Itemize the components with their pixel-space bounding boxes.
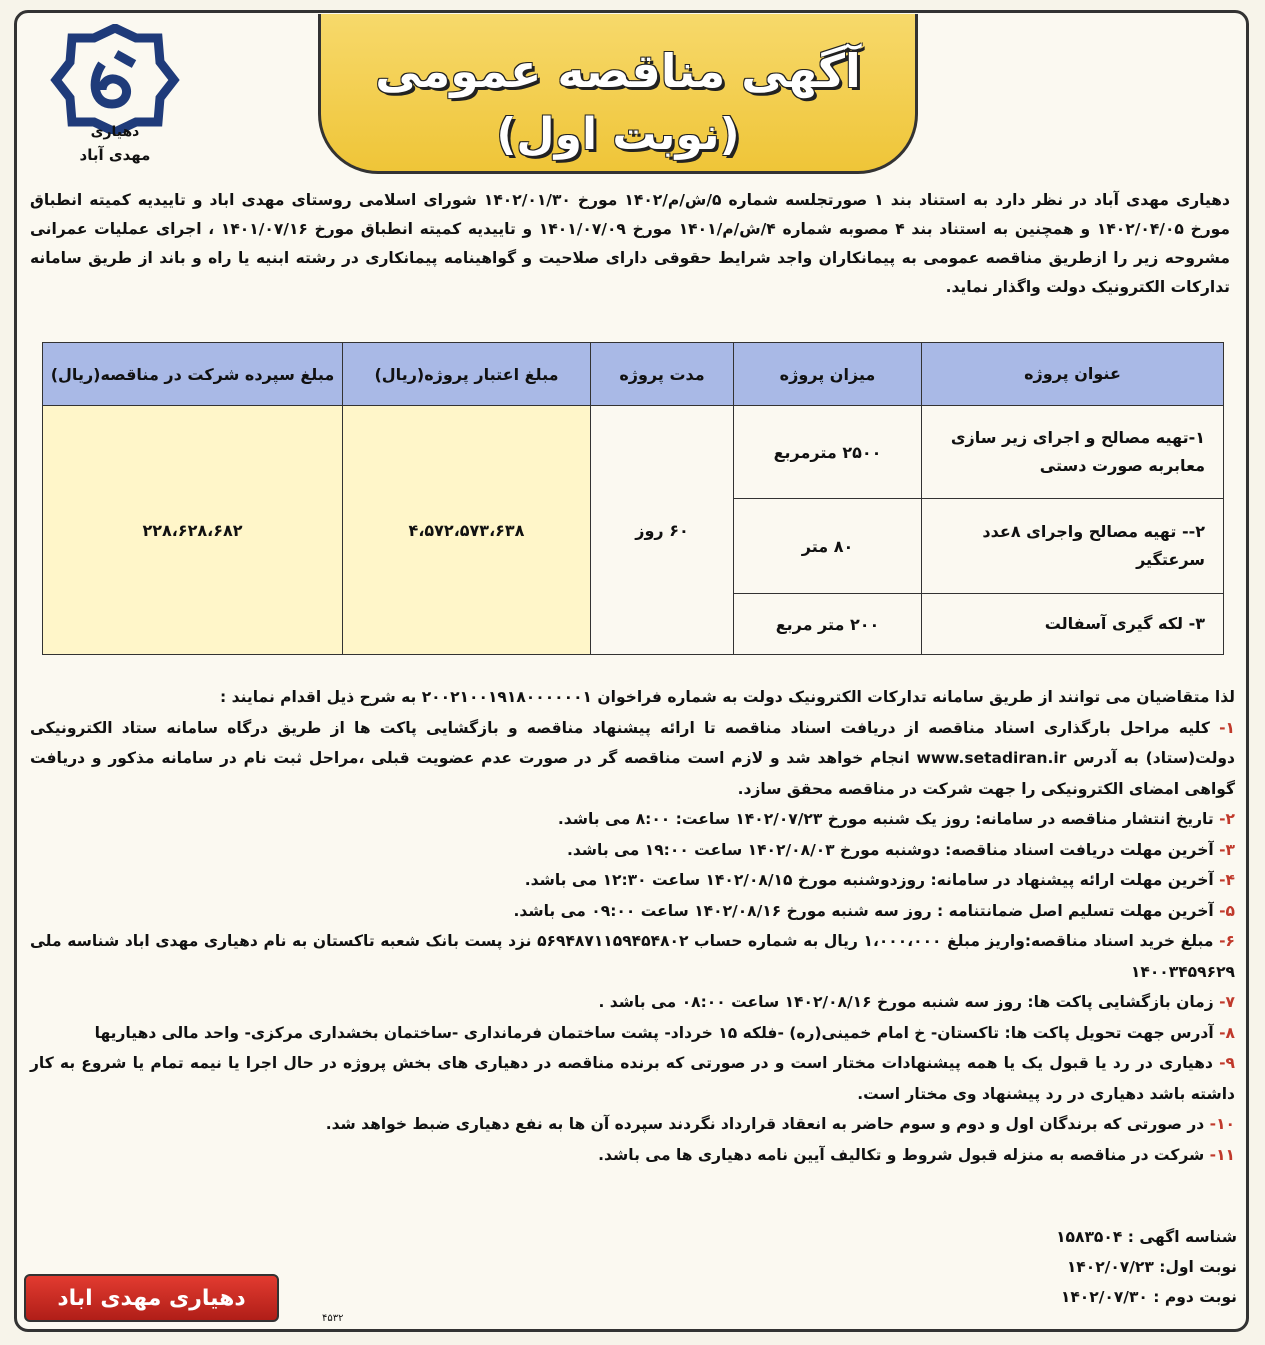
list-item: [30, 1140, 1235, 1171]
item-text: تاریخ انتشار مناقصه در سامانه: روز یک شنبه مورخ ۱۴۰۲/۰۷/۲۳ ساعت: ۸:۰۰ می باشد.: [557, 810, 1214, 828]
first-round-date: نوبت اول: ۱۴۰۲/۰۷/۲۳: [1066, 1258, 1237, 1276]
item-number: ۲-: [1219, 810, 1235, 828]
item-text: مبلغ خرید اسناد مناقصه:واریز مبلغ ۱،۰۰۰،۰۰۰ ریال به شماره حساب ۵۶۹۴۸۷۱۱۵۹۴۵۴۸۰۲ نزد پست بانک شعبه تاکستان به نام دهیاری مهدی اباد شناسه ملی ۱۴۰۰۳۴۵۹۶۲۹: [30, 932, 1235, 981]
list-item: [30, 987, 1235, 1018]
list-item: [30, 1018, 1235, 1049]
list-item: [30, 835, 1235, 866]
project-title: ۱-تهیه مصالح و اجرای زیر سازی معابربه صورت دستی: [922, 406, 1224, 499]
list-item: [30, 1109, 1235, 1140]
ad-id: شناسه اگهی : ۱۵۸۳۵۰۴: [1056, 1228, 1237, 1246]
list-item: [30, 804, 1235, 835]
header-credit: مبلغ اعتبار پروژه(ریال): [343, 343, 591, 406]
item-text: آدرس جهت تحویل پاکت ها: تاکستان- خ امام خمینی(ره) -فلکه ۱۵ خرداد- پشت ساختمان فرمانداری -ساختمان بخشداری مرکزی- واحد مالی دهیاریها: [94, 1023, 1214, 1042]
project-title: ۲-- تهیه مصالح واجرای ۸عدد سرعتگیر: [922, 499, 1224, 594]
project-title: ۳- لکه گیری آسفالت: [922, 594, 1224, 655]
header-duration: مدت پروژه: [591, 343, 734, 406]
list-item: [30, 926, 1235, 987]
item-number: ۶-: [1219, 932, 1235, 950]
header-quantity: میزان پروژه: [734, 343, 922, 406]
logo-label-1: دهیاری: [90, 124, 140, 140]
notice-round: (نوبت اول): [496, 109, 740, 160]
item-text: کلیه مراحل بارگذاری اسناد مناقصه از دریافت اسناد مناقصه تا ارائه پیشنهاد مناقصه و بازگشایی پاکت ها از طریق درگاه سامانه ستاد الکترونیکی دولت(ستاد) به آدرس www.setadiran.ir انجام خواهد شد و لازم است مناقصه گر در صورت عدم عضویت قبلی ،مراحل ثبت نام در سامانه مذکور و دریافت گواهی امضای الکترونیکی را جهت شرکت در مناقصه محقق سازد.: [30, 718, 1235, 798]
item-text: در صورتی که برندگان اول و دوم و سوم حاضر به انعقاد قرارداد نگردند سپرده آن ها به نفع دهیاری ضبط خواهد شد.: [325, 1115, 1205, 1133]
project-quantity: ۲۵۰۰ مترمربع: [734, 406, 922, 499]
second-round-date: نوبت دوم : ۱۴۰۲/۰۷/۳۰: [1060, 1288, 1237, 1306]
logo-emblem-icon: [50, 24, 180, 134]
intro-paragraph: دهیاری مهدی آباد در نظر دارد به استناد بند ۱ صورتجلسه شماره ۵/ش/م/۱۴۰۲ مورخ ۱۴۰۲/۰۱/۳۰ شورای اسلامی روستای مهدی اباد و تاییدیه کمیته انطباق مورخ ۱۴۰۲/۰۴/۰۵ و همچنین به استناد بند ۴ مصوبه شماره ۴/ش/م/۱۴۰۱ مورخ ۱۴۰۱/۰۷/۰۹ و تاییدیه کمیته انطباق مورخ ۱۴۰۱/۰۷/۱۶ ، اجرای عملیات عمرانی مشروحه زیر را ازطریق مناقصه عمومی به پیمانکاران واجد شرایط حقوقی دارای صلاحیت و گواهینامه پیمانکاری در رشته ابنیه یا راه و باند از طریق سامانه تدارکات الکترونیک دولت واگذار نماید.: [30, 191, 1231, 296]
list-item: [30, 713, 1235, 805]
item-text: آخرین مهلت ارائه پیشنهاد در سامانه: روزدوشنبه مورخ ۱۴۰۲/۰۸/۱۵ ساعت ۱۲:۳۰ می باشد.: [524, 871, 1214, 889]
item-number: ۱۰-: [1209, 1115, 1235, 1133]
conditions-lead: لذا متقاضیان می توانند از طریق سامانه تدارکات الکترونیک دولت به شماره فراخوان ۲۰۰۲۱۰۰۱۹۱۸۰۰۰۰۰۰۱ به شرح ذیل اقدام نمایند :: [220, 688, 1235, 706]
logo-label-2: مهدی آباد: [79, 146, 151, 164]
item-number: ۹-: [1219, 1054, 1235, 1072]
list-item: [30, 896, 1235, 927]
item-text: آخرین مهلت تسلیم اصل ضمانتنامه : روز سه شنبه مورخ ۱۴۰۲/۰۸/۱۶ ساعت ۰۹:۰۰ می باشد.: [513, 901, 1214, 920]
project-credit: ۴،۵۷۲،۵۷۳،۶۳۸: [343, 406, 591, 655]
ad-meta: [1056, 1222, 1237, 1312]
item-number: ۳-: [1219, 840, 1235, 859]
list-item: [30, 1048, 1235, 1109]
projects-table: [42, 342, 1224, 655]
item-text: شرکت در مناقصه به منزله قبول شروط و تکالیف آیین نامه دهیاری ها می باشد.: [598, 1145, 1205, 1164]
table-header-row: [43, 343, 1224, 406]
title-banner: [318, 14, 918, 174]
logo: [50, 24, 180, 174]
print-code: ۴۵۳۲: [322, 1313, 344, 1324]
conditions-section: [30, 682, 1235, 1170]
table-row: [43, 406, 1224, 499]
project-duration: ۶۰ روز: [591, 406, 734, 655]
project-quantity: ۸۰ متر: [734, 499, 922, 594]
notice-title: آگهی مناقصه عمومی: [375, 44, 861, 98]
header-deposit: مبلغ سپرده شرکت در مناقصه(ریال): [43, 343, 343, 406]
item-number: ۱-: [1219, 718, 1235, 737]
item-number: ۸-: [1219, 1023, 1235, 1042]
item-number: ۱۱-: [1209, 1145, 1235, 1164]
item-text: دهیاری در رد یا قبول یک یا همه پیشنهادات مختار است و در صورتی که برنده مناقصه در دهیاری های بخش پروژه در حال اجرا یا نیمه تمام یا شروع به کار داشته باشد دهیاری در رد پیشنهاد وی مختار است.: [30, 1054, 1235, 1103]
item-number: ۵-: [1219, 901, 1235, 920]
project-deposit: ۲۲۸،۶۲۸،۶۸۲: [43, 406, 343, 655]
item-text: زمان بازگشایی پاکت ها: روز سه شنبه مورخ ۱۴۰۲/۰۸/۱۶ ساعت ۰۸:۰۰ می باشد .: [598, 993, 1214, 1011]
issuer-badge: دهیاری مهدی اباد: [24, 1274, 279, 1322]
item-number: ۷-: [1219, 993, 1235, 1011]
item-number: ۴-: [1219, 871, 1235, 889]
header-title: عنوان پروژه: [922, 343, 1224, 406]
list-item: [30, 865, 1235, 896]
project-quantity: ۲۰۰ متر مربع: [734, 594, 922, 655]
item-text: آخرین مهلت دریافت اسناد مناقصه: دوشنبه مورخ ۱۴۰۲/۰۸/۰۳ ساعت ۱۹:۰۰ می باشد.: [566, 840, 1214, 859]
